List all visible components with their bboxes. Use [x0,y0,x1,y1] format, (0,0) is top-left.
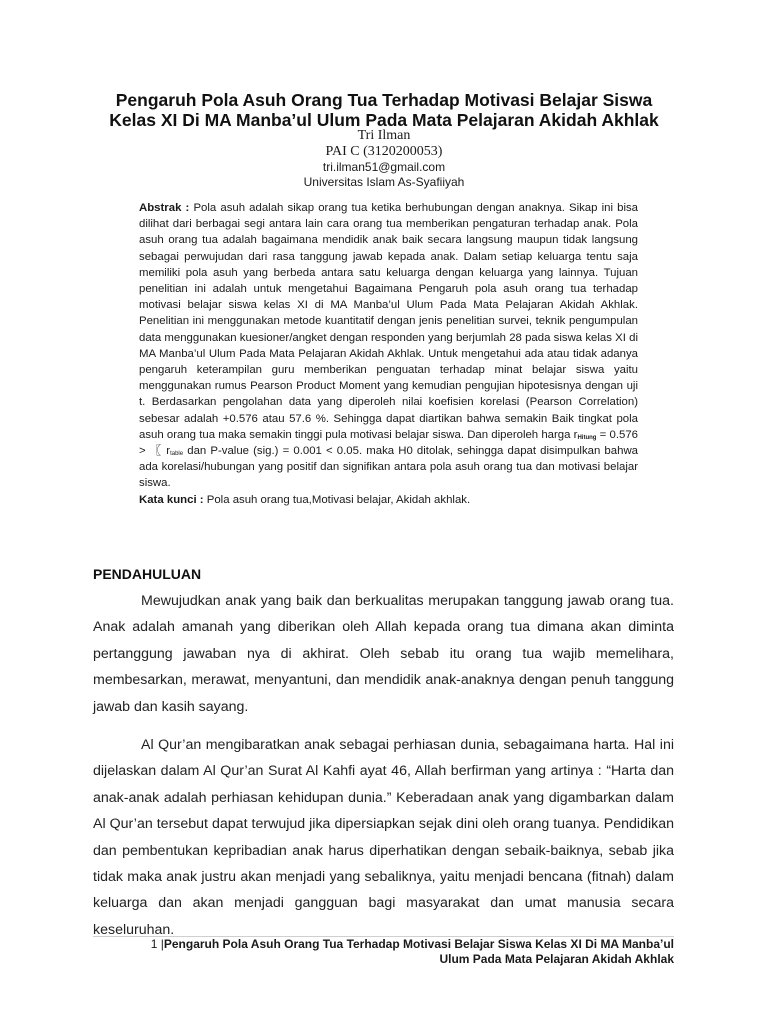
author-name: Tri Ilman [357,128,411,143]
paper-title [60,90,708,130]
author-email: tri.ilman51@gmail.com [322,160,446,174]
author-university: Universitas Islam As-Syafiiyah [303,175,465,189]
footer-line-1 [93,937,674,952]
page-number: 1 | [150,937,164,951]
abstract-text-1: Pola asuh adalah sikap orang tua ketika berhubungan dengan anaknya. Sikap ini bisa dilihat dari berbagai segi antara lain cara orang tua memberikan pengaturan terhadap anak. Pola asuh orang tua adalah bagaimana mendidik anak baik secara langsung maupun tidak langsung sebagai perwujudan dari rasa tanggung jawab kepada anak. Dalam setiap keluarga tentu saja memiliki pola asuh yang berbeda antara satu keluarga dengan keluarga yang lainnya. Tujuan penelitian ini adalah untuk mengetahui Bagaimana Pengaruh pola asuh orang tua terhadap motivasi belajar siswa kelas XI di MA Manba’ul Ulum Pada Mata Pelajaran Akidah Akhlak. Penelitian ini menggunakan metode kuantitatif dengan jenis penelitian survei, teknik pengumpulan data menggunakan kuesioner/angket dengan responden yang berjumlah 28 pada siswa kelas XI di MA Manba’ul Ulum Pada Mata Pelajaran Akidah Akhlak. Untuk mengetahui ada atau tidak adanya pengaruh keterampilan guru memberikan penguatan terhadap minat belajar siswa yaitu menggunakan rumus Pearson Product Moment yang kemudian pengujian hipotesisnya dengan uji t. Berdasarkan pengolahan data yang diperoleh nilai koefisien korelasi (Pearson Correlation) sebesar adalah +0.576 atau 57.6 %. Sehingga dapat diartikan bahwa semakin Baik tingkat pola asuh orang tua maka semakin tinggi pula motivasi belajar siswa. Dan diperoleh harga r [139,202,638,441]
section-heading: PENDAHULUAN [93,566,202,582]
abstract [139,200,638,508]
abstract-text-3: dan P-value (sig.) = 0.001 < 0.05. maka H0 ditolak, sehingga dapat disimpulkan bahwa ada korelasi/hubungan yang positif dan signifikan antara pola asuh orang tua dan motivasi belajar siswa. [139,445,639,490]
keywords-text: Pola asuh orang tua,Motivasi belajar, Akidah akhlak. [203,493,471,506]
footer-title-1: Pengaruh Pola Asuh Orang Tua Terhadap Motivasi Belajar Siswa Kelas XI Di MA Manba’ul [163,937,674,951]
paper-title-line-2: Kelas XI Di MA Manba’ul Ulum Pada Mata Pelajaran Akidah Akhlak [109,110,659,130]
section-body [93,588,674,943]
abstract-text-2: = 0.576 > 〖 [139,428,638,458]
keywords [139,492,638,508]
r-letter: r [166,445,171,458]
author-block [60,128,708,190]
abstract-label: Abstrak : [139,202,190,214]
footer-title-2: Ulum Pada Mata Pelajaran Akidah Akhlak [439,952,674,966]
abstract-body [139,200,638,492]
paragraph-1: Mewujudkan anak yang baik dan berkualitas merupakan tanggung jawab orang tua. Anak adalah amanah yang diberikan oleh Allah kepada orang tua dimana akan diminta pertanggung jawaban nya di akhirat. Oleh sebab itu orang tua wajib memelihara, membesarkan, merawat, menyantuni, dan mendidik anak-anaknya dengan penuh tanggung jawab dan kasih sayang. [93,593,674,715]
author-class-id: PAI C (3120200053) [325,144,443,159]
subscript-table: table [170,451,184,458]
paragraph-2: Al Qur’an mengibaratkan anak sebagai perhiasan dunia, sebagaimana harta. Hal ini dijelaskan dalam Al Qur’an Surat Al Kahfi ayat 46, Allah berfirman yang artinya : “Harta dan anak-anak adalah perhiasan kehidupan dunia.” Keberadaan anak yang digambarkan dalam Al Qur’an tersebut dapat terwujud jika dipersiapkan sejak dini oleh orang tuanya. Pendidikan dan pembentukan kepribadian anak harus diperhatikan dengan sebaik-baiknya, sebab jika tidak maka anak justru akan menjadi yang sebaliknya, yaitu menjadi bencana (fitnah) dalam keluarga dan akan menjadi gangguan bagi masyarakat dan umat manusia secara keseluruhan. [93,737,674,938]
keywords-label: Kata kunci : [139,493,204,506]
paper-title-line-1: Pengaruh Pola Asuh Orang Tua Terhadap Motivasi Belajar Siswa [115,90,653,110]
page-footer [93,937,674,967]
subscript-hitung: Hitung [577,434,597,441]
